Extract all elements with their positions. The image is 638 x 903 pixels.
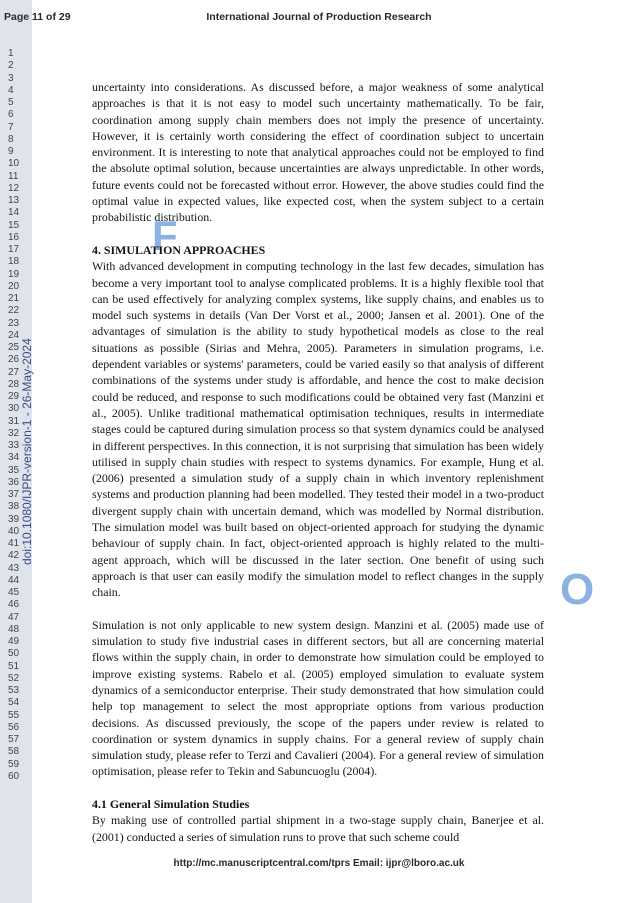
paragraph: Simulation is not only applicable to new system design. Manzini et al. (2005) made use of simulation to study five industrial cases in different sectors, but all are concerning material flows within the supply chain, in order to demonstrate how simulation could be employed to improve existing systems. Rabelo et al. (2005) employed simulation to evaluate system dynamics of a semiconductor enterprise. Their study demonstrated that how simulation could help top management to select the most appropriate options from various production decisions. As discussed previously, the scope of the papers under review is related to coordination or system dynamics in supply chains. For a general review of supply chain simulation study, please refer to Terzi and Cavalieri (2004). For a general review of simulation optimisation, please refer to Tekin and Sabuncuoglu (2004). [92,617,544,779]
footer-contact: http://mc.manuscriptcentral.com/tprs Email: ijpr@lboro.ac.uk [173,858,465,869]
line-number: 16 [8,231,20,243]
line-number: 25 [8,342,20,353]
line-number: 42 [8,550,20,562]
line-number: 52 [8,672,20,684]
line-number: 28 [8,378,20,390]
line-number: 58 [8,746,20,758]
line-number: 31 [8,415,20,427]
line-number: 3 [8,72,14,84]
line-number: 33 [8,440,20,451]
line-number: 50 [8,648,20,660]
line-number: 34 [8,452,20,464]
line-number: 6 [8,109,14,121]
line-number: 45 [8,587,20,598]
line-number: 55 [8,709,20,721]
line-number: 4 [8,84,14,96]
line-number: 37 [8,489,20,500]
line-number: 21 [8,293,20,304]
review-watermark-letter: F [152,212,178,259]
line-number: 13 [8,195,20,206]
page-indicator: Page 11 of 29 [4,11,71,23]
line-number: 10 [8,158,20,170]
line-number: 59 [8,758,20,770]
line-number: 9 [8,146,14,157]
line-number: 29 [8,391,20,402]
line-number: 11 [8,170,19,182]
line-number: 47 [8,611,20,623]
line-number: 53 [8,685,20,696]
line-number: 27 [8,366,20,378]
line-number: 38 [8,501,20,513]
line-number: 49 [8,636,20,647]
paragraph: With advanced development in computing technology in the last few decades, simulation has become a very important tool to analyse complicated problems. It is a highly flexible tool that can be used effectively for analyzing complex systems, like supply chains, and enables us to model such systems in details (Van Der Vorst et al., 2000; Jansen et al. 2001). One of the advantages of simulation is the ability to study hypothetical models as close to the real situations as possible (Sirias and Mehra, 2005). Parameters in simulation programs, i.e. dependent variables or systems' parameters, could be varied easily so that analysis of different combinations of the systems under study is affordable, and hence the cost to make decision could be reduced, and response to such modifications could be obtained very fast (Manzini et al., 2005). Unlike traditional mathematical optimisation techniques, results in intermediate stages could be captured during simulation process so that system dynamics could be analysed in different perspectives. In this connection, it is not surprising that simulation has been widely utilised in supply chain studies with respect to systems dynamics. For example, Hung et al. (2006) presented a simulation study of a supply chain in which inventory replenishment systems and production planning had been modelled. They tested their model in a two-product divergent supply chain with uncertain demand, which was modelled by Normal distribution. The simulation model was built based on object-oriented approach for studying the dynamic behaviour of supply chain. In fact, object-oriented approach is highly related to the multi-agent approach, which will be discussed in the later section. One benefit of using such approach is that user can easily modify the simulation model to reflect changes in the supply chain. [92,259,544,600]
journal-title: International Journal of Production Research [206,11,432,23]
line-number: 23 [8,317,20,329]
line-number: 57 [8,734,20,745]
line-number: 14 [8,207,20,219]
line-number: 5 [8,97,14,108]
line-number: 12 [8,182,20,194]
section-heading: 4. SIMULATION APPROACHES [92,242,266,257]
line-number: 41 [8,538,20,549]
line-number: 7 [8,121,14,133]
line-number: 15 [8,219,20,231]
line-number: 19 [8,268,20,280]
line-number: 8 [8,133,14,145]
line-number: 44 [8,574,20,586]
line-number: 18 [8,256,20,268]
line-number: 54 [8,697,20,709]
review-watermark-letter: O [560,565,595,614]
line-number: 39 [8,513,20,525]
line-number: 26 [8,354,20,366]
paragraph: uncertainty into considerations. As discussed before, a major weakness of some analytical approaches is that it is not easy to model such uncertainty mathematically. To be fair, coordination among supply chain members does not imply the presence of uncertainty. However, it is certainly worth considering the effect of coordination subject to uncertain environment. It is interesting to note that analytical approaches could not be employed to find the absolute optimal solution, because uncertainties are always unpredictable. In other words, future events could not be forecasted without error. However, the above studies could find the optimal value in expected values, like expected cost, when the system subject to a certain probabilistic distribution. [92,80,544,225]
line-number: 35 [8,464,20,476]
line-number: 17 [8,244,20,255]
line-number: 22 [8,305,20,317]
line-number: 24 [8,329,20,341]
line-number: 46 [8,599,20,611]
line-number: 48 [8,623,20,635]
article-body [92,79,544,845]
line-number: 43 [8,562,20,574]
line-number: 20 [8,280,20,292]
line-number: 30 [8,403,20,415]
line-number: 40 [8,525,20,537]
side-stamp: doi:10.1080/IJPR-version-1 - 26-May-2024 [20,338,34,565]
line-number: 2 [8,60,14,72]
line-number: 56 [8,721,20,733]
line-numbers [8,48,19,783]
line-number: 51 [8,660,20,672]
line-number: 1 [8,48,14,59]
line-number: 32 [8,427,20,439]
subsection-heading: 4.1 General Simulation Studies [92,797,250,812]
line-number: 36 [8,476,20,488]
line-number: 60 [8,770,20,782]
paragraph: By making use of controlled partial shipment in a two-stage supply chain, Banerjee et al. (2001) conducted a series of simulation runs to prove that such scheme could [92,813,544,844]
